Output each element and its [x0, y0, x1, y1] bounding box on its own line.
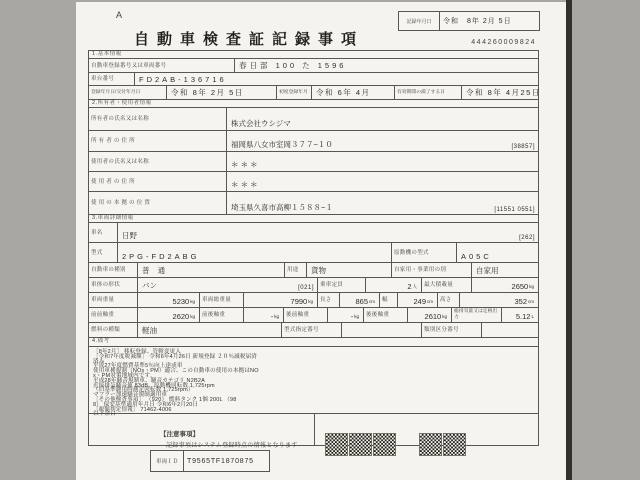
first-registration-label: 初度登録年月 [276, 86, 311, 99]
section1-title: 1.基本情報 [92, 51, 122, 57]
qr-code [420, 434, 441, 455]
vehicle-weight-label: 車両重量 [91, 297, 115, 303]
rear-front-axle-number: - [350, 312, 354, 321]
rear-rear-axle-unit: kg [442, 314, 447, 319]
use-label: 用途 [284, 263, 306, 277]
engine-model-label: 原動機の型式 [391, 243, 456, 262]
section3-header [89, 214, 538, 222]
engine-model-value: A05C [456, 243, 538, 262]
section4-header [89, 337, 538, 346]
vehicle-kind-label: 自動車の種別 [91, 267, 126, 273]
remarks-line: マフラー加速騒音規制適用車 [93, 392, 168, 399]
remarks-line: ［その他検査事項］ （920） 燃料タンク 1個 200L （98 [93, 396, 237, 403]
type-designation-label: 型式指定番号 [281, 323, 341, 337]
table-row [89, 58, 538, 72]
height-value [459, 293, 538, 307]
table-row [89, 292, 538, 307]
user-address-value: ＊ ＊ ＊ [226, 172, 538, 191]
remarks-line: 8） 保安基準適用年月日 令和6年2月20日 [93, 401, 199, 408]
capacity-unit: 人 [412, 284, 417, 289]
front-front-axle-label: 前前軸重 [91, 312, 115, 318]
remarks-text-block [89, 347, 538, 418]
corner-mark: A [116, 10, 123, 20]
base-location-value [226, 192, 538, 214]
length-label: 長さ [317, 293, 339, 307]
scan-edge-shadow [566, 0, 572, 480]
record-date-value: 令和 8年 2月 5日 [443, 18, 512, 25]
gross-weight-value [243, 293, 317, 307]
table-row [89, 107, 538, 130]
fuel-type-value: 軽油 [137, 323, 281, 337]
front-front-axle-number: 2620 [172, 312, 190, 321]
body-shape-code: [021] [298, 285, 314, 291]
base-location-label: 使 用 の 本 拠 の 位 置 [91, 200, 151, 206]
vehicle-id-box [150, 450, 270, 472]
table-row [89, 262, 538, 277]
owner-address-value [226, 131, 538, 151]
model-value: 2PG-FD2ABG [117, 243, 391, 262]
table-row [89, 171, 538, 191]
front-front-axle-value [137, 308, 199, 322]
owner-address-code: [38857] [511, 144, 535, 150]
notice-title: 【注意事項】 [160, 431, 199, 438]
vehicle-weight-unit: kg [190, 299, 195, 304]
body-shape-text: バン [142, 281, 157, 290]
table-row [89, 222, 538, 242]
remarks-line: 使用車種規制（NOx・PM）適合、この自動車の使用の本拠はNO [93, 368, 259, 375]
front-rear-axle-unit: kg [274, 314, 279, 319]
displacement-label: 総排気量又は定格出力 [451, 308, 501, 322]
private-business-label: 自家用・事業用の別 [391, 263, 471, 277]
remarks-line: （旧基準適用時測定回転数 1,725rpm） [93, 387, 194, 394]
table-row [89, 130, 538, 151]
base-location-code: [11551 0551] [494, 207, 535, 213]
classification-number-value [481, 323, 538, 337]
page-title: 自動車検査証記録事項 [134, 31, 365, 48]
body-shape-value [137, 278, 317, 292]
section1-header [89, 51, 538, 58]
front-front-axle-unit: kg [190, 314, 195, 319]
private-business-value: 自家用 [471, 263, 538, 277]
car-name-label: 車名 [91, 229, 103, 236]
table-row [89, 277, 538, 292]
owner-address-text: 福岡県八女市室岡３７７−１０ [231, 140, 333, 149]
expiry-date-label: 有効期間の満了する日 [394, 86, 461, 99]
length-value [339, 293, 379, 307]
section2-title: 2.所有者・使用者情報 [92, 100, 152, 106]
remarks-line: 近接排気騒音値 83dB、原動機回転数 1,725rpm [93, 382, 215, 389]
max-load-number: 2650 [511, 282, 529, 291]
remarks-line: 平成28年騒音規制車、騒音カテゴリ N2B2A [93, 377, 205, 384]
use-value: 貨物 [306, 263, 391, 277]
certificate-table [88, 50, 539, 446]
section4-title: 4.備考 [92, 338, 110, 344]
remarks-line: x・PM対策地域内です。 [93, 372, 156, 379]
rear-rear-axle-label: 後後軸重 [363, 308, 407, 322]
registration-number-label: 自動車登録番号又は車両番号 [91, 62, 167, 69]
table-row [89, 72, 538, 85]
gross-weight-label: 車両総重量 [199, 293, 243, 307]
remarks-line: 以下余白 [93, 411, 116, 418]
capacity-label: 乗車定員 [317, 278, 365, 292]
height-unit: cm [528, 299, 534, 304]
expiry-date-value: 令和 8年 4月25日 [461, 86, 544, 99]
record-date-label: 記録年月日 [399, 12, 440, 30]
front-rear-axle-number: - [270, 312, 274, 321]
capacity-value [365, 278, 421, 292]
chassis-number-label: 車台番号 [91, 76, 115, 82]
registration-date-label: 登録年月日/交付年月日 [91, 89, 141, 95]
table-row [89, 242, 538, 262]
table-row [89, 322, 538, 337]
max-load-value [471, 278, 538, 292]
user-name-label: 使用者の氏名又は名称 [91, 158, 150, 165]
remarks-line: 済み [93, 358, 105, 365]
qr-code [374, 434, 395, 455]
empty-row [89, 413, 538, 445]
rear-front-axle-unit: kg [354, 314, 359, 319]
owner-name-label: 所有者の氏名又は名称 [91, 116, 150, 122]
base-location-text: 埼玉県久喜市高柳１５８８−１ [231, 203, 333, 212]
vehicle-id-value: T9565TF1870875 [187, 457, 254, 465]
vehicle-kind-value: 普 通 [137, 263, 284, 277]
remarks-row [89, 346, 538, 418]
vehicle-weight-number: 5230 [172, 297, 190, 306]
displacement-number: 5.12 [515, 312, 531, 321]
width-value [397, 293, 437, 307]
rear-front-axle-label: 後前軸重 [283, 308, 327, 322]
table-row [89, 307, 538, 322]
registration-date-value: 令和 8年 2月 5日 [166, 86, 276, 99]
classification-number-label: 類別区分番号 [421, 323, 481, 337]
first-registration-value: 令和 6年 4月 [311, 86, 394, 99]
car-name-code: [262] [519, 235, 535, 241]
remarks-line: ［8年2月］ 移転登録、管轄変更入 [93, 349, 182, 355]
owner-name-value: 株式会社ウシジマ [226, 108, 538, 130]
document-number: 444260009824 [471, 39, 536, 46]
length-unit: cm [369, 299, 375, 304]
fuel-type-label: 燃料の種類 [91, 327, 121, 333]
car-name-text: 日野 [122, 231, 137, 240]
max-load-label: 最大積載量 [421, 278, 471, 292]
width-number: 249 [413, 297, 426, 306]
width-unit: cm [427, 299, 433, 304]
rear-front-axle-value [327, 308, 363, 322]
owner-address-label: 所 有 者 の 住 所 [91, 138, 135, 144]
table-row [89, 85, 541, 99]
table-row [89, 151, 538, 171]
displacement-value [501, 308, 538, 322]
registration-number-value: 春日部 100 た 1596 [234, 59, 538, 72]
table-row [89, 191, 538, 214]
type-designation-value [341, 323, 421, 337]
document-page [76, 2, 566, 480]
front-rear-axle-label: 前後軸重 [199, 308, 243, 322]
vehicle-weight-value [137, 293, 199, 307]
user-name-value: ＊ ＊ ＊ [226, 152, 538, 171]
height-label: 高さ [437, 293, 459, 307]
section3-title: 3.車両詳細情報 [92, 215, 134, 221]
capacity-number: 2 [407, 282, 412, 291]
body-shape-label: 車体の形状 [91, 282, 121, 288]
section2-header [89, 99, 538, 107]
qr-code [350, 434, 371, 455]
displacement-unit: L [531, 314, 534, 319]
remarks-line: ［税額判定情報］ 71462-4006 [93, 406, 172, 413]
car-name-value [117, 223, 538, 242]
length-number: 865 [355, 297, 368, 306]
gross-weight-unit: kg [308, 299, 313, 304]
rear-rear-axle-value [407, 308, 451, 322]
max-load-unit: kg [529, 284, 534, 289]
width-label: 幅 [379, 293, 397, 307]
qr-code [326, 434, 347, 455]
chassis-number-value: FD2AB-136716 [134, 73, 538, 85]
user-address-label: 使 用 者 の 住 所 [91, 178, 135, 185]
notice-text: 記録事項はシステム登録時点の情報となります [166, 443, 298, 449]
gross-weight-number: 7990 [290, 297, 308, 306]
remarks-line: ［令和7年度税減額］ 令和6年4月26日 新規登録 ２０％減税届済 [93, 353, 257, 360]
front-rear-axle-value [243, 308, 283, 322]
model-label: 型式 [91, 249, 103, 256]
height-number: 352 [514, 297, 527, 306]
qr-code [444, 434, 465, 455]
remarks-line: 平成27年度燃費基準5％向上達成車 [93, 363, 183, 370]
rear-rear-axle-number: 2610 [424, 312, 442, 321]
vehicle-id-label: 車両ＩＤ [151, 451, 184, 471]
